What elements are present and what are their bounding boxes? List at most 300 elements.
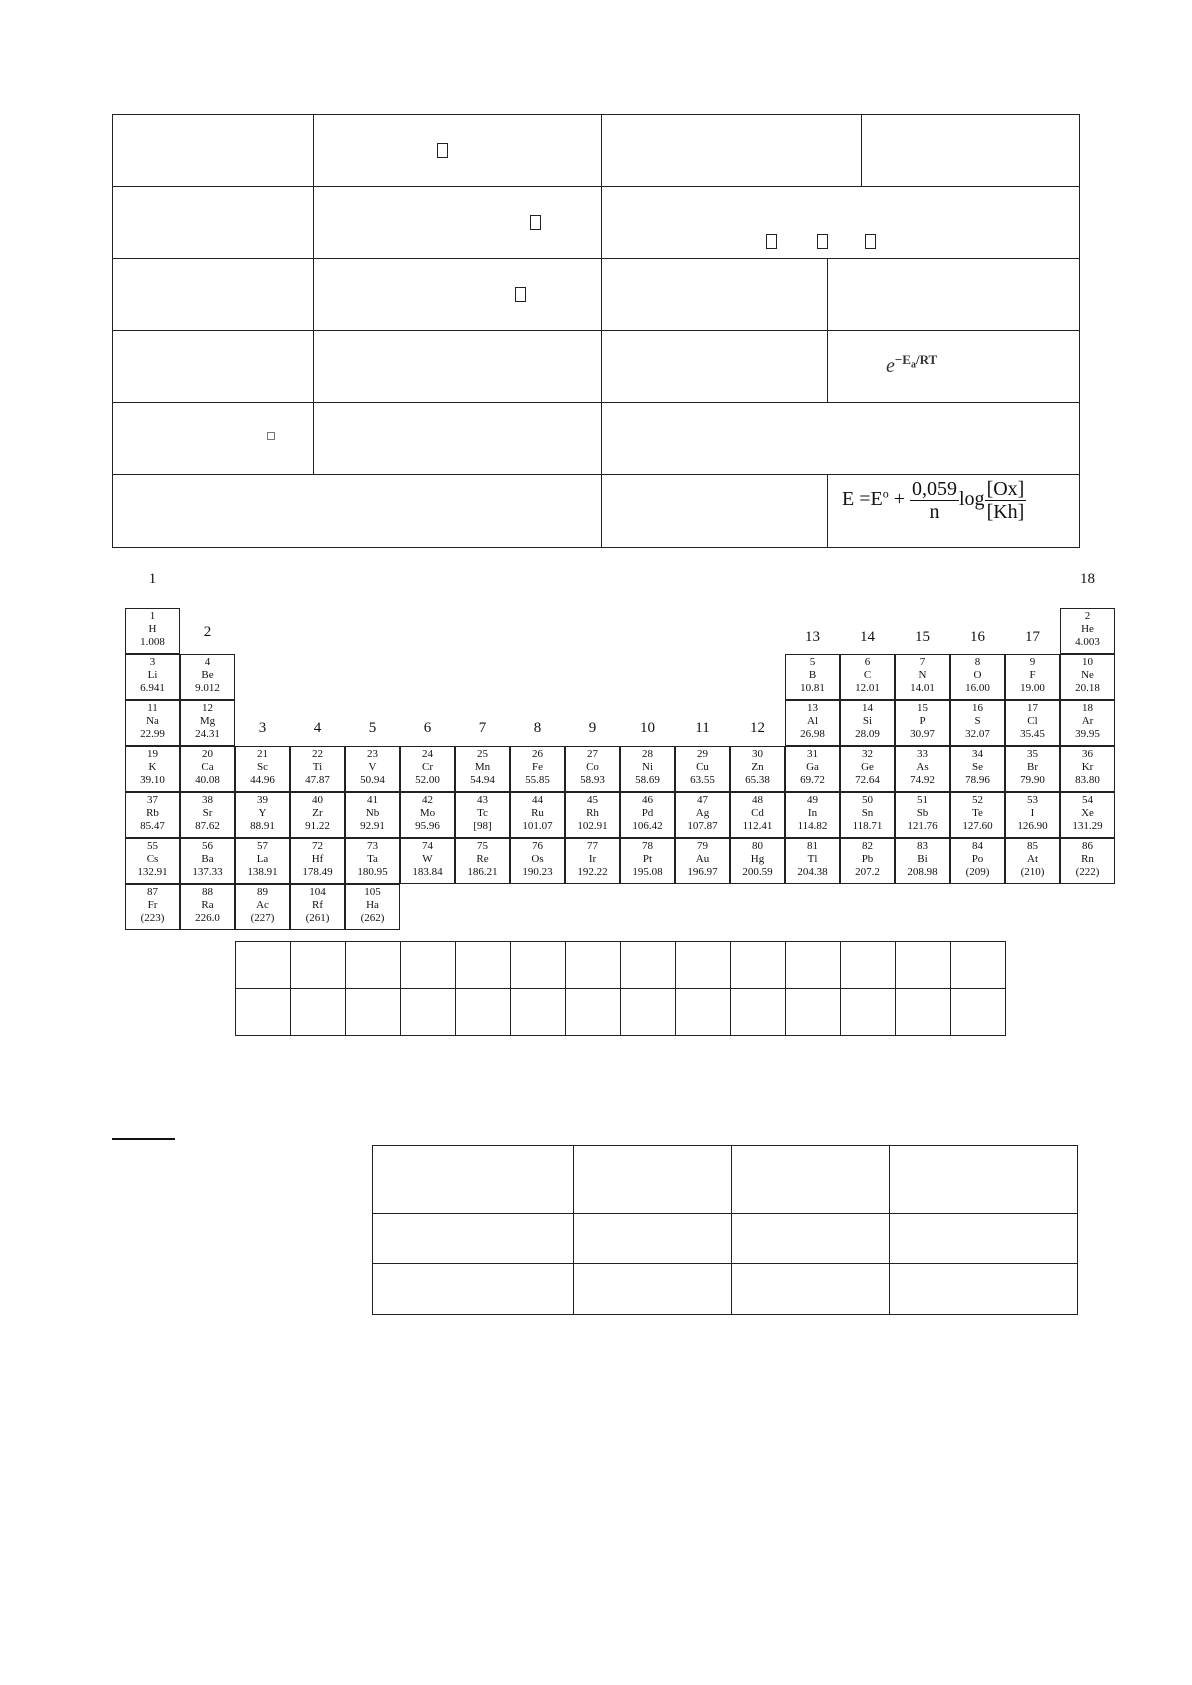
element-symbol: Rf	[312, 899, 323, 911]
atomic-number: 1	[149, 610, 156, 622]
atomic-mass: 196.97	[687, 866, 718, 878]
atomic-mass: 52.00	[415, 774, 440, 786]
element-symbol: N	[918, 669, 927, 681]
element-symbol: F	[1029, 669, 1036, 681]
atomic-number: 23	[367, 748, 378, 760]
atomic-mass: 101.07	[522, 820, 553, 832]
top-table-rule	[112, 402, 1080, 403]
atomic-number: 47	[697, 794, 708, 806]
element-symbol: Ba	[201, 853, 214, 865]
element-symbol: Ra	[201, 899, 214, 911]
bottom-table	[372, 1145, 1078, 1315]
atomic-mass: 88.91	[250, 820, 275, 832]
atomic-mass: 127.60	[962, 820, 993, 832]
element-ha	[345, 884, 400, 930]
atomic-number: 37	[147, 794, 158, 806]
atomic-number: 17	[1027, 702, 1038, 714]
atomic-number: 79	[697, 840, 708, 852]
element-ge	[840, 746, 895, 792]
element-au	[675, 838, 730, 884]
missing-glyph-icon	[515, 287, 526, 302]
atomic-mass: 12.01	[855, 682, 880, 694]
element-symbol: W	[422, 853, 433, 865]
group-label-2: 2	[203, 624, 212, 640]
atomic-mass: (227)	[250, 912, 275, 924]
atomic-number: 85	[1027, 840, 1038, 852]
atomic-mass: 1.008	[140, 636, 165, 648]
missing-glyph-icon	[817, 234, 828, 249]
top-table-rule	[827, 258, 828, 402]
element-rb	[125, 792, 180, 838]
arrhenius-exponent: −E	[894, 352, 911, 367]
answer-cell	[950, 988, 1006, 1036]
element-symbol: In	[807, 807, 818, 819]
atomic-number: 49	[807, 794, 818, 806]
bottom-table-rule	[889, 1145, 890, 1315]
element-symbol: Nb	[365, 807, 380, 819]
element-tl	[785, 838, 840, 884]
element-o	[950, 654, 1005, 700]
element-as	[895, 746, 950, 792]
atomic-mass: 114.82	[797, 820, 828, 832]
element-se	[950, 746, 1005, 792]
atomic-number: 20	[202, 748, 213, 760]
atomic-number: 13	[807, 702, 818, 714]
element-ru	[510, 792, 565, 838]
element-os	[510, 838, 565, 884]
element-pt	[620, 838, 675, 884]
nernst-kh: [Kh]	[986, 501, 1025, 523]
atomic-number: 2	[1084, 610, 1091, 622]
missing-glyph-icon	[766, 234, 777, 249]
element-symbol: B	[808, 669, 817, 681]
element-xe	[1060, 792, 1115, 838]
group-label-16: 16	[970, 629, 985, 645]
atomic-number: 16	[972, 702, 983, 714]
atomic-number: 46	[642, 794, 653, 806]
atomic-mass: 79.90	[1020, 774, 1045, 786]
element-mn	[455, 746, 510, 792]
element-cr	[400, 746, 455, 792]
atomic-mass: 91.22	[305, 820, 330, 832]
element-symbol: Bi	[917, 853, 928, 865]
atomic-number: 31	[807, 748, 818, 760]
atomic-number: 45	[587, 794, 598, 806]
atomic-number: 19	[147, 748, 158, 760]
atomic-mass: 16.00	[965, 682, 990, 694]
answer-cell	[565, 941, 621, 989]
atomic-number: 4	[204, 656, 211, 668]
atomic-number: 53	[1027, 794, 1038, 806]
element-cl	[1005, 700, 1060, 746]
atomic-mass: 58.69	[635, 774, 660, 786]
element-symbol: Ti	[312, 761, 323, 773]
top-table-rule	[112, 258, 1080, 259]
element-bi	[895, 838, 950, 884]
element-symbol: Rb	[146, 807, 159, 819]
atomic-number: 14	[862, 702, 873, 714]
group-label-18: 18	[1080, 571, 1095, 587]
element-symbol: Zn	[751, 761, 764, 773]
atomic-mass: 226.0	[195, 912, 220, 924]
answer-cell	[620, 988, 676, 1036]
element-po	[950, 838, 1005, 884]
element-ti	[290, 746, 345, 792]
atomic-number: 41	[367, 794, 378, 806]
nernst-degree: o	[882, 486, 889, 501]
element-k	[125, 746, 180, 792]
atomic-number: 35	[1027, 748, 1038, 760]
element-symbol: Pt	[642, 853, 653, 865]
answer-cell	[345, 941, 401, 989]
group-label-13: 13	[805, 629, 820, 645]
atomic-number: 76	[532, 840, 543, 852]
element-symbol: Cs	[146, 853, 159, 865]
element-ga	[785, 746, 840, 792]
element-zn	[730, 746, 785, 792]
atomic-mass: 121.76	[907, 820, 938, 832]
element-c	[840, 654, 895, 700]
group-label-12: 12	[750, 720, 765, 736]
atomic-number: 12	[202, 702, 213, 714]
element-b	[785, 654, 840, 700]
missing-glyph-icon	[437, 143, 448, 158]
atomic-number: 78	[642, 840, 653, 852]
atomic-mass: 137.33	[192, 866, 223, 878]
atomic-number: 87	[147, 886, 158, 898]
element-nb	[345, 792, 400, 838]
element-symbol: Xe	[1081, 807, 1094, 819]
element-rh	[565, 792, 620, 838]
nernst-ox: [Ox]	[986, 478, 1025, 500]
element-mo	[400, 792, 455, 838]
element-la	[235, 838, 290, 884]
atomic-number: 6	[864, 656, 871, 668]
element-symbol: Hg	[750, 853, 765, 865]
element-symbol: K	[148, 761, 157, 773]
atomic-number: 18	[1082, 702, 1093, 714]
atomic-number: 40	[312, 794, 323, 806]
atomic-mass: 204.38	[797, 866, 828, 878]
group-label-17: 17	[1025, 629, 1040, 645]
atomic-mass: 58.93	[580, 774, 605, 786]
nernst-lhs: E =E	[842, 488, 883, 511]
atomic-number: 38	[202, 794, 213, 806]
atomic-number: 24	[422, 748, 433, 760]
atomic-mass: 54.94	[470, 774, 495, 786]
answer-cell	[785, 941, 841, 989]
answer-cell	[950, 941, 1006, 989]
group-label-15: 15	[915, 629, 930, 645]
atomic-mass: 22.99	[140, 728, 165, 740]
atomic-mass: 112.41	[742, 820, 773, 832]
element-symbol: At	[1027, 853, 1038, 865]
atomic-mass: 106.42	[632, 820, 663, 832]
atomic-mass: 183.84	[412, 866, 443, 878]
answer-cell	[730, 988, 786, 1036]
element-ba	[180, 838, 235, 884]
element-ag	[675, 792, 730, 838]
atomic-mass: 10.81	[800, 682, 825, 694]
answer-cell	[400, 941, 456, 989]
atomic-number: 55	[147, 840, 158, 852]
element-symbol: Sr	[202, 807, 213, 819]
element-symbol: Sc	[257, 761, 268, 773]
element-tc	[455, 792, 510, 838]
element-symbol: Ne	[1081, 669, 1094, 681]
element-symbol: Y	[258, 807, 267, 819]
answer-cell	[675, 941, 731, 989]
atomic-mass: 195.08	[632, 866, 663, 878]
atomic-mass: (210)	[1020, 866, 1045, 878]
atomic-number: 25	[477, 748, 488, 760]
atomic-number: 10	[1082, 656, 1093, 668]
atomic-number: 57	[257, 840, 268, 852]
answer-cell	[510, 988, 566, 1036]
nernst-denominator: n	[929, 501, 940, 523]
atomic-mass: (223)	[140, 912, 165, 924]
element-si	[840, 700, 895, 746]
atomic-mass: 102.91	[577, 820, 608, 832]
element-symbol: Cr	[422, 761, 433, 773]
element-symbol: Ge	[861, 761, 874, 773]
element-cs	[125, 838, 180, 884]
element-co	[565, 746, 620, 792]
element-w	[400, 838, 455, 884]
atomic-number: 56	[202, 840, 213, 852]
bottom-table-rule	[372, 1263, 1078, 1264]
element-ni	[620, 746, 675, 792]
atomic-mass: (261)	[305, 912, 330, 924]
element-ra	[180, 884, 235, 930]
element-na	[125, 700, 180, 746]
group-label-1: 1	[148, 571, 157, 587]
top-table-rule	[313, 114, 314, 474]
atomic-number: 80	[752, 840, 763, 852]
element-symbol: V	[368, 761, 377, 773]
atomic-mass: 107.87	[687, 820, 718, 832]
atomic-mass: 9.012	[195, 682, 220, 694]
element-symbol: Sn	[861, 807, 874, 819]
answer-cell	[785, 988, 841, 1036]
element-pd	[620, 792, 675, 838]
atomic-number: 82	[862, 840, 873, 852]
small-square-icon	[267, 432, 275, 440]
element-symbol: Na	[146, 715, 159, 727]
element-symbol: O	[973, 669, 982, 681]
atomic-mass: 24.31	[195, 728, 220, 740]
atomic-mass: 192.22	[577, 866, 608, 878]
element-symbol: Hf	[311, 853, 324, 865]
element-symbol: Co	[586, 761, 599, 773]
element-in	[785, 792, 840, 838]
group-label-9: 9	[588, 720, 597, 736]
group-label-5: 5	[368, 720, 377, 736]
element-ta	[345, 838, 400, 884]
atomic-number: 15	[917, 702, 928, 714]
group-label-6: 6	[423, 720, 432, 736]
element-v	[345, 746, 400, 792]
answer-cell	[455, 988, 511, 1036]
group-label-7: 7	[478, 720, 487, 736]
atomic-number: 54	[1082, 794, 1093, 806]
answer-cell	[840, 988, 896, 1036]
atomic-mass: 72.64	[855, 774, 880, 786]
atomic-number: 105	[364, 886, 381, 898]
atomic-mass: 39.95	[1075, 728, 1100, 740]
answer-cell	[895, 988, 951, 1036]
element-symbol: Rn	[1081, 853, 1094, 865]
element-symbol: He	[1081, 623, 1094, 635]
atomic-mass: 39.10	[140, 774, 165, 786]
element-al	[785, 700, 840, 746]
element-cd	[730, 792, 785, 838]
element-symbol: P	[919, 715, 926, 727]
element-symbol: Cu	[696, 761, 709, 773]
atomic-number: 33	[917, 748, 928, 760]
atomic-mass: 35.45	[1020, 728, 1045, 740]
element-symbol: Se	[972, 761, 983, 773]
atomic-mass: 14.01	[910, 682, 935, 694]
element-symbol: As	[916, 761, 929, 773]
top-table-rule	[601, 114, 602, 548]
element-symbol: Mn	[474, 761, 491, 773]
atomic-number: 74	[422, 840, 433, 852]
atomic-number: 21	[257, 748, 268, 760]
atomic-mass: (222)	[1075, 866, 1100, 878]
atomic-mass: 74.92	[910, 774, 935, 786]
element-ir	[565, 838, 620, 884]
section-underline	[112, 1138, 175, 1140]
answer-cell	[400, 988, 456, 1036]
answer-cell	[730, 941, 786, 989]
atomic-number: 34	[972, 748, 983, 760]
answer-cell	[675, 988, 731, 1036]
element-h	[125, 608, 180, 654]
atomic-number: 50	[862, 794, 873, 806]
element-symbol: Mg	[199, 715, 216, 727]
element-ne	[1060, 654, 1115, 700]
atomic-number: 26	[532, 748, 543, 760]
atomic-number: 73	[367, 840, 378, 852]
element-hf	[290, 838, 345, 884]
answer-cell	[290, 988, 346, 1036]
answer-cell	[235, 941, 291, 989]
atomic-mass: 180.95	[357, 866, 388, 878]
atomic-number: 42	[422, 794, 433, 806]
atomic-number: 11	[147, 702, 158, 714]
group-label-14: 14	[860, 629, 875, 645]
element-symbol: Ni	[642, 761, 653, 773]
element-symbol: Pb	[861, 853, 874, 865]
atomic-number: 81	[807, 840, 818, 852]
element-symbol: Re	[476, 853, 489, 865]
element-p	[895, 700, 950, 746]
atomic-number: 30	[752, 748, 763, 760]
answer-cell	[345, 988, 401, 1036]
atomic-mass: 207.2	[855, 866, 880, 878]
answer-cell	[290, 941, 346, 989]
atomic-number: 29	[697, 748, 708, 760]
element-symbol: Ru	[531, 807, 544, 819]
answer-cell	[620, 941, 676, 989]
atomic-mass: 32.07	[965, 728, 990, 740]
element-fe	[510, 746, 565, 792]
nernst-ratio	[985, 478, 1027, 523]
element-symbol: Li	[147, 669, 158, 681]
atomic-number: 28	[642, 748, 653, 760]
atomic-number: 83	[917, 840, 928, 852]
element-symbol: Ta	[367, 853, 378, 865]
atomic-number: 86	[1082, 840, 1093, 852]
element-fr	[125, 884, 180, 930]
element-symbol: Rh	[586, 807, 599, 819]
atomic-number: 75	[477, 840, 488, 852]
bottom-table-rule	[372, 1213, 1078, 1214]
atomic-mass: 138.91	[247, 866, 278, 878]
group-label-10: 10	[640, 720, 655, 736]
top-table-rule	[112, 474, 1080, 475]
atomic-mass: 186.21	[467, 866, 498, 878]
top-table-rule	[112, 186, 1080, 187]
element-cu	[675, 746, 730, 792]
atomic-mass: 30.97	[910, 728, 935, 740]
missing-glyph-icon	[865, 234, 876, 249]
answer-cell	[840, 941, 896, 989]
atomic-mass: 19.00	[1020, 682, 1045, 694]
element-symbol: I	[1030, 807, 1035, 819]
atomic-mass: 190.23	[522, 866, 553, 878]
element-symbol: Fe	[532, 761, 543, 773]
element-sb	[895, 792, 950, 838]
atomic-mass: 178.49	[302, 866, 333, 878]
atomic-mass: 50.94	[360, 774, 385, 786]
atomic-number: 84	[972, 840, 983, 852]
group-label-11: 11	[695, 720, 710, 736]
element-symbol: Cd	[751, 807, 764, 819]
element-symbol: Ag	[695, 807, 710, 819]
element-symbol: Zr	[312, 807, 323, 819]
element-symbol: Fr	[147, 899, 158, 911]
element-symbol: Ir	[588, 853, 597, 865]
atomic-mass: [98]	[473, 820, 492, 832]
atomic-number: 77	[587, 840, 598, 852]
atomic-mass: 200.59	[742, 866, 773, 878]
element-f	[1005, 654, 1060, 700]
atomic-number: 22	[312, 748, 323, 760]
arrhenius-base: e	[886, 355, 895, 377]
atomic-number: 8	[974, 656, 981, 668]
atomic-mass: 87.62	[195, 820, 220, 832]
element-br	[1005, 746, 1060, 792]
element-symbol: Br	[1027, 761, 1038, 773]
element-symbol: Po	[971, 853, 984, 865]
element-sr	[180, 792, 235, 838]
bottom-table-rule	[573, 1145, 574, 1315]
element-symbol: Cl	[1027, 715, 1038, 727]
top-table-rule	[112, 330, 1080, 331]
element-hg	[730, 838, 785, 884]
element-symbol: Ca	[201, 761, 214, 773]
element-ac	[235, 884, 290, 930]
atomic-mass: 6.941	[140, 682, 165, 694]
element-symbol: Sb	[916, 807, 929, 819]
element-at	[1005, 838, 1060, 884]
nernst-plus: +	[893, 488, 905, 511]
atomic-number: 48	[752, 794, 763, 806]
atomic-number: 9	[1029, 656, 1036, 668]
element-symbol: Au	[695, 853, 710, 865]
